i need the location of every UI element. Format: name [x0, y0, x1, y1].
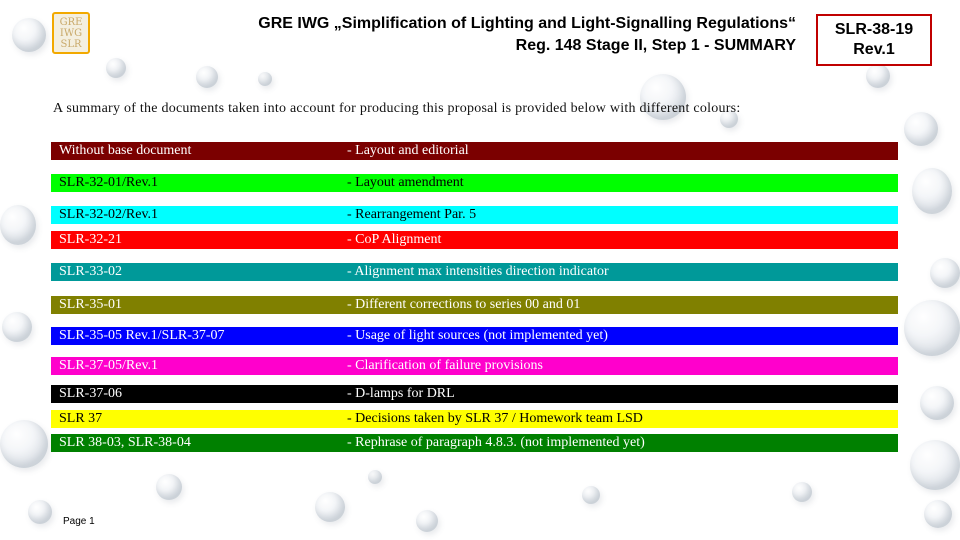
- logo-line: SLR: [60, 38, 82, 50]
- logo-line: GRE: [59, 16, 83, 28]
- row-document: SLR 37: [59, 411, 103, 426]
- water-drop: [792, 482, 812, 502]
- legend-row: [51, 385, 898, 403]
- row-document: SLR 38-03, SLR-38-04: [59, 435, 191, 450]
- doc-ref-number: SLR-38-19: [834, 21, 914, 38]
- row-description: - D-lamps for DRL: [347, 386, 455, 401]
- legend-row: [51, 174, 898, 192]
- water-drop: [912, 168, 952, 214]
- water-drop: [924, 500, 952, 528]
- legend-row: [51, 434, 898, 452]
- row-description: - Rephrase of paragraph 4.8.3. (not implemented yet): [347, 435, 645, 450]
- water-drop: [866, 64, 890, 88]
- water-drop: [582, 486, 600, 504]
- water-drop: [0, 420, 48, 468]
- water-drop: [904, 112, 938, 146]
- legend-row: [51, 410, 898, 428]
- doc-ref-revision: Rev.1: [853, 41, 895, 58]
- water-drop: [12, 18, 46, 52]
- water-drop: [910, 440, 960, 490]
- water-drop: [368, 470, 382, 484]
- row-description: - Decisions taken by SLR 37 / Homework team LSD: [347, 411, 643, 426]
- row-description: - Different corrections to series 00 and 01: [347, 297, 581, 312]
- row-description: - Rearrangement Par. 5: [347, 207, 477, 222]
- logo-line: IWG: [59, 27, 83, 39]
- water-drop: [0, 205, 36, 245]
- intro-text: A summary of the documents taken into account for producing this proposal is provided below with different colours:: [53, 101, 741, 116]
- water-drop: [930, 258, 960, 288]
- water-drop: [156, 474, 182, 500]
- legend-row: [51, 231, 898, 249]
- legend-row: [51, 327, 898, 345]
- legend-row: [51, 357, 898, 375]
- row-document: SLR-32-21: [59, 232, 122, 247]
- legend-row: [51, 142, 898, 160]
- row-description: - Layout amendment: [347, 175, 464, 190]
- row-document: SLR-37-05/Rev.1: [59, 358, 159, 373]
- water-drop: [196, 66, 218, 88]
- water-drop: [2, 312, 32, 342]
- row-document: SLR-33-02: [59, 264, 122, 279]
- title-line-2: Reg. 148 Stage II, Step 1 - SUMMARY: [515, 37, 796, 54]
- page-number: Page 1: [63, 516, 95, 527]
- water-drop: [904, 300, 960, 356]
- water-drop: [106, 58, 126, 78]
- water-drop: [920, 386, 954, 420]
- water-drop: [416, 510, 438, 532]
- row-description: - Clarification of failure provisions: [347, 358, 543, 373]
- slide-title: [150, 13, 796, 57]
- water-drop: [258, 72, 272, 86]
- row-document: SLR-32-02/Rev.1: [59, 207, 159, 222]
- row-description: - Usage of light sources (not implemented yet): [347, 328, 608, 343]
- title-line-1: GRE IWG „Simplification of Lighting and Light-Signalling Regulations“: [258, 15, 796, 32]
- row-description: - CoP Alignment: [347, 232, 442, 247]
- row-description: - Alignment max intensities direction indicator: [347, 264, 609, 279]
- water-drop: [28, 500, 52, 524]
- row-document: Without base document: [59, 143, 192, 158]
- legend-row: [51, 206, 898, 224]
- gre-iwg-slr-logo: [52, 12, 90, 54]
- document-reference-box: [816, 14, 932, 66]
- row-document: SLR-35-01: [59, 297, 122, 312]
- legend-row: [51, 296, 898, 314]
- row-document: SLR-32-01/Rev.1: [59, 175, 159, 190]
- row-document: SLR-37-06: [59, 386, 122, 401]
- legend-row: [51, 263, 898, 281]
- row-document: SLR-35-05 Rev.1/SLR-37-07: [59, 328, 225, 343]
- water-drop: [315, 492, 345, 522]
- row-description: - Layout and editorial: [347, 143, 469, 158]
